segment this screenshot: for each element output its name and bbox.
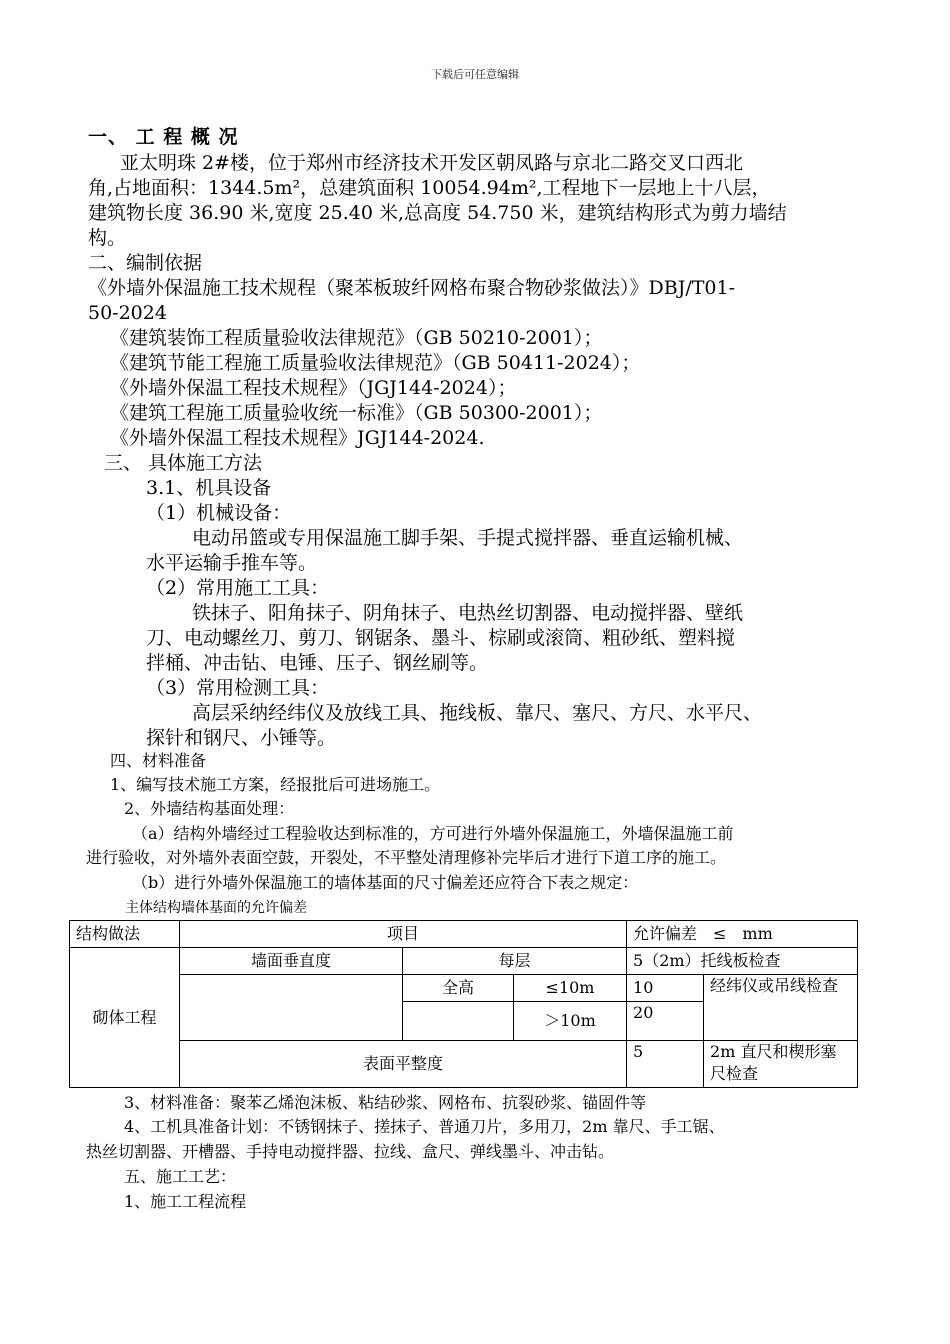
list-line: 刀、电动螺丝刀、剪刀、钢锯条、墨斗、棕刷或滚筒、粗砂纸、塑料搅 xyxy=(146,627,736,649)
cell-per-floor-value: 5（2m）托线板检查 xyxy=(627,948,858,975)
overview-line: 构。 xyxy=(88,227,127,249)
overview-line: 建筑物长度 36.90 米,宽度 25.40 米,总高度 54.750 米，建筑结构形式为剪力墙结 xyxy=(88,202,787,224)
table-caption: 主体结构墙体基面的允许偏差 xyxy=(125,900,307,916)
section-heading-1: 一、 工 程 概 况 xyxy=(88,126,239,148)
table-row xyxy=(70,921,858,948)
reference-line: 《建筑节能工程施工质量验收法律规范》（GB 50411-2024）； xyxy=(110,352,641,374)
tools-line: 热丝切割器、开槽器、手持电动搅拌器、拉线、盒尺、弹线墨斗、冲击钻。 xyxy=(86,1142,615,1161)
section-heading-5: 五、施工工艺： xyxy=(124,1167,237,1186)
cell-full-height: 全高 xyxy=(403,975,514,1002)
material-line: （b）进行外墙外保温施工的墙体基面的尺寸偏差还应符合下表之规定： xyxy=(132,873,639,892)
process-line: 1、施工工程流程 xyxy=(124,1192,247,1211)
section-heading-4: 四、材料准备 xyxy=(110,751,207,770)
cell-masonry: 砌体工程 xyxy=(70,948,180,1088)
material-line: 1、编写技术施工方案，经报批后可进场施工。 xyxy=(110,775,441,794)
list-line: 电动吊篮或专用保温施工脚手架、手提式搅拌器、垂直运输机械、 xyxy=(192,527,744,549)
material-line: 进行验收，对外墙外表面空鼓，开裂处，不平整处清理修补完毕后才进行下道工序的施工。 xyxy=(86,848,727,867)
overview-line: 亚太明珠 2#楼，位于郑州市经济技术开发区朝凤路与京北二路交叉口西北 xyxy=(120,152,744,174)
cell-empty xyxy=(180,975,403,1041)
material-line: 3、材料准备：聚苯乙烯泡沫板、粘结砂浆、网格布、抗裂砂浆、锚固件等 xyxy=(124,1093,647,1112)
reference-line: 《外墙外保温工程技术规程》JGJ144-2024. xyxy=(110,427,485,449)
header-method: 结构做法 xyxy=(70,921,180,948)
cell-wall-vertical: 墙面垂直度 xyxy=(180,948,403,975)
header-item: 项目 xyxy=(180,921,627,948)
cell-theodolite: 经纬仪或吊线检查 xyxy=(704,975,858,1041)
list-heading: （1）机械设备： xyxy=(146,502,292,524)
list-line: 拌桶、冲击钻、电锤、压子、钢丝刷等。 xyxy=(146,652,489,674)
table-row xyxy=(70,1041,858,1088)
material-line: 2、外墙结构基面处理： xyxy=(124,799,295,818)
list-line: 水平运输手推车等。 xyxy=(146,552,318,574)
cell-v20: 20 xyxy=(627,1002,704,1041)
cell-empty xyxy=(403,1002,514,1041)
header-tolerance: 允许偏差 ≤ mm xyxy=(627,921,858,948)
subsection-heading: 3.1、机具设备 xyxy=(146,477,272,499)
cell-le10: ≤10m xyxy=(514,975,627,1002)
cell-gt10: ＞10m xyxy=(514,1002,627,1041)
table-row xyxy=(70,948,858,975)
cell-v10: 10 xyxy=(627,975,704,1002)
list-heading: （2）常用施工工具： xyxy=(146,577,330,599)
reference-line: 《外墙外保温施工技术规程（聚苯板玻纤网格布聚合物砂浆做法）》DBJ/T01- xyxy=(88,277,735,299)
section-heading-3: 三、 具体施工方法 xyxy=(104,452,263,474)
cell-ruler: 2m 直尺和楔形塞尺检查 xyxy=(704,1041,858,1088)
header-note: 下载后可任意编辑 xyxy=(431,68,519,81)
reference-line: 《建筑装饰工程质量验收法律规范》（GB 50210-2001）； xyxy=(110,327,603,349)
list-line: 高层采纳经纬仪及放线工具、拖线板、靠尺、塞尺、方尺、水平尺、 xyxy=(192,702,763,724)
list-line: 探针和钢尺、小锤等。 xyxy=(146,727,337,749)
cell-per-floor: 每层 xyxy=(403,948,627,975)
tools-line: 4、工机具准备计划：不锈钢抹子、搓抹子、普通刀片，多用刀，2m 靠尺、手工锯、 xyxy=(124,1117,725,1136)
cell-v5: 5 xyxy=(627,1041,704,1088)
reference-line: 50-2024 xyxy=(88,302,167,324)
list-heading: （3）常用检测工具： xyxy=(146,677,330,699)
table-row xyxy=(70,975,858,1002)
cell-flatness: 表面平整度 xyxy=(180,1041,627,1088)
reference-line: 《建筑工程施工质量验收统一标准》（GB 50300-2001）； xyxy=(110,402,603,424)
list-line: 铁抹子、阳角抹子、阴角抹子、电热丝切割器、电动搅拌器、壁纸 xyxy=(192,602,744,624)
material-line: （a）结构外墙经过工程验收达到标准的，方可进行外墙外保温施工，外墙保温施工前 xyxy=(132,824,734,843)
overview-line: 角,占地面积：1344.5m²，总建筑面积 10054.94m²,工程地下一层地上十八层， xyxy=(88,177,771,199)
tolerance-table xyxy=(69,920,858,1088)
reference-line: 《外墙外保温工程技术规程》（JGJ144-2024）； xyxy=(110,377,517,399)
section-heading-2: 二、编制依据 xyxy=(88,252,203,274)
